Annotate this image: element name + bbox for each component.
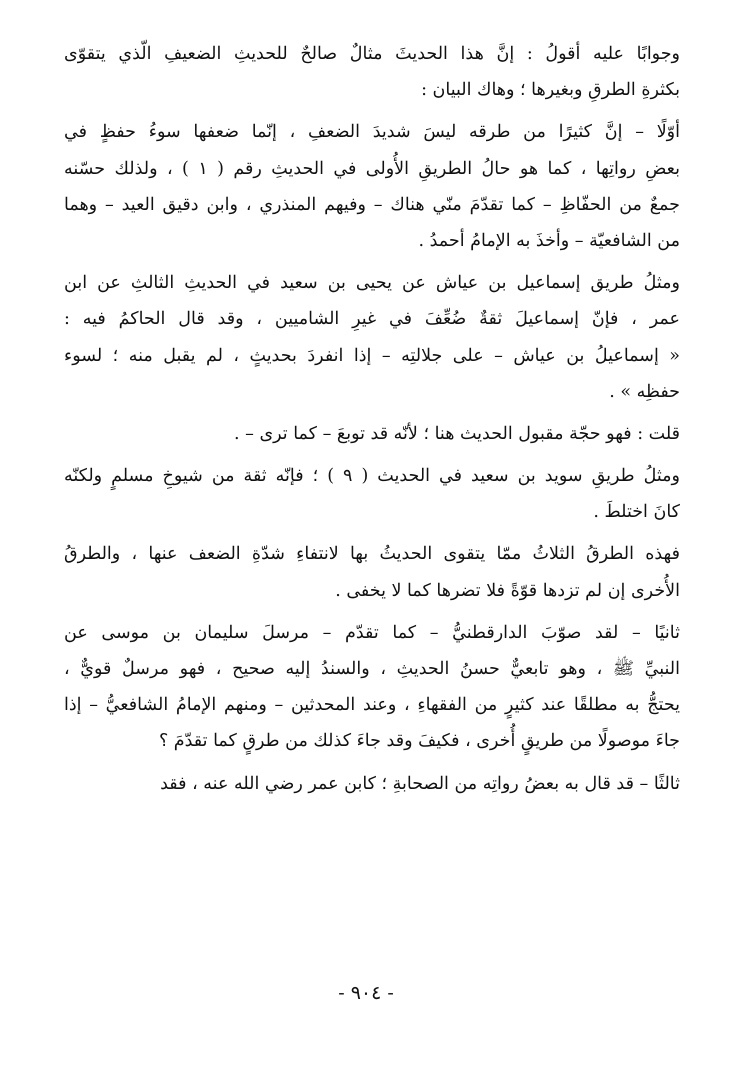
paragraph [64,766,680,802]
paragraph [64,615,680,760]
text-line: جاءَ موصولًا من طريقٍ أُخرى ، فكيفَ وقد جاءَ كذلك من طرقٍ كما تقدّمَ ؟ [158,731,680,752]
text-line: قلت : فهو حجّة مقبول الحديث هنا ؛ لأنّه قد توبعَ – كما ترى – . [234,423,680,444]
text-line: بعضِ رواتِها ، كما هو حالُ الطريقِ الأُولى في الحديثِ رقم ( ١ ) ، ولذلك حسّنه [64,158,680,179]
text-line: كانَ اختلطَ . [593,502,680,523]
text-line: وجوابًا عليه أقولُ : إنَّ هذا الحديثَ مثالٌ صالحٌ للحديثِ الضعيفِ الّذي يتقوّى [64,44,680,64]
text-line: أوّلًا – إنَّ كثيرًا من طرقه ليسَ شديدَ الضعفِ ، إنّما ضعفها سوءُ حفظٍ في [64,122,680,143]
paragraph [64,265,680,410]
text-line: بكثرةِ الطرقِ وبغيرها ؛ وهاك البيان : [421,80,680,101]
text-line: ثانيًا – لقد صوّبَ الدارقطنيُّ – كما تقدّم – مرسلَ سليمان بن موسى عن [64,622,680,643]
text-line: « إسماعيلُ بن عياش – على جلالتِه – إذا انفردَ بحديثٍ ، لم يقبل منه ؛ لسوء [64,345,680,366]
text-line: ومثلُ طريقِ سويد بن سعيد في الحديث ( ٩ ) ؛ فإنّه ثقة من شيوخِ مسلمٍ ولكنّه [64,466,680,487]
text-line: يحتجُّ به مطلقًا عند كثيرٍ من الفقهاءِ ، وعند المحدثين – ومنهم الإمامُ الشافعيُّ – إذا [64,695,680,716]
text-line: من الشافعيّة – وأخذَ به الإمامُ أحمدُ . [418,230,680,251]
text-line: ثالثًا – قد قال به بعضُ رواتِه من الصحابةِ ؛ كابن عمر رضي الله عنه ، فقد [160,773,680,794]
paragraph [64,416,680,452]
text-line: عمر ، فإنّ إسماعيلَ ثقةٌ ضُعِّفَ في غيرِ الشاميين ، وقد قال الحاكمُ فيه : [64,309,680,330]
paragraph [64,36,680,108]
text-line: الأُخرى إن لم تزدها قوّةً فلا تضرها كما لا يخفى . [335,580,680,601]
text-line: حفظِه » . [609,381,680,402]
paragraph [64,114,680,259]
paragraph [64,536,680,608]
page-text-body [64,36,680,802]
text-line: ومثلُ طريق إسماعيل بن عياش عن يحيى بن سعيد في الحديثِ الثالثِ عن ابن [64,273,680,294]
paragraph [64,458,680,530]
text-line: النبيِّ ﷺ ، وهو تابعيٌّ حسنُ الحديثِ ، والسندُ إليه صحيح ، فهو مرسلٌ قويٌّ ، [64,659,680,679]
text-line: جمعٌ من الحفّاظِ – كما تقدّمَ منّي هناك – وفيهم المنذري ، وابن دقيق العيد – وهما [64,194,680,215]
text-line: فهذه الطرقُ الثلاثُ ممّا يتقوى الحديثُ بها لانتفاءِ شدّةِ الضعف عنها ، والطرقُ [64,544,680,565]
page-number: - ٩٠٤ - [338,982,394,1004]
